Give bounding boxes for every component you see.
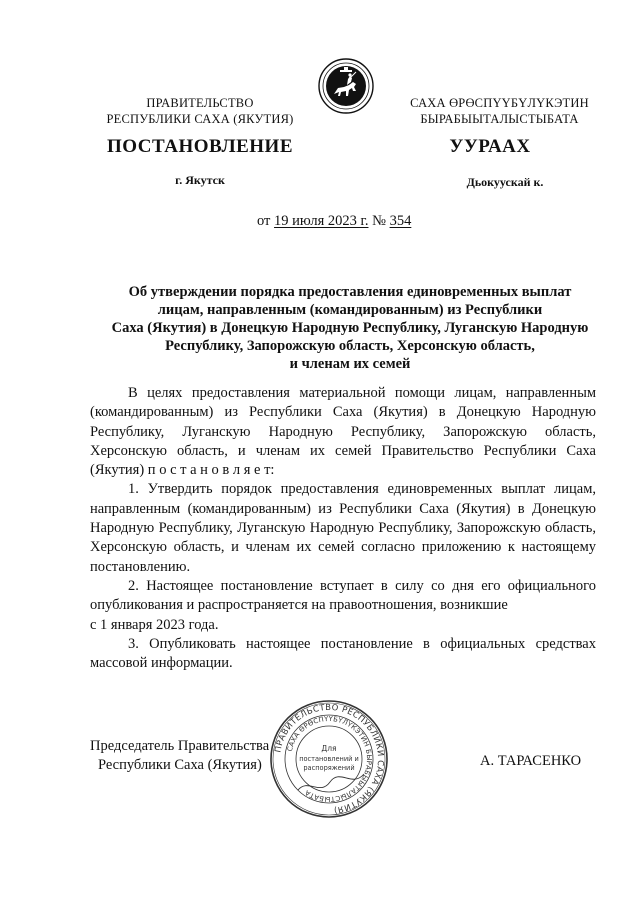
signature-position-line1: Председатель Правительства	[90, 738, 270, 754]
item-2-paragraph: 2. Настоящее постановление вступает в силу со дня его официального опубликования и распространяется на правоотношения, возникшие	[90, 577, 596, 614]
title-line5: и членам их семей	[289, 356, 411, 372]
header-left-line2: РЕСПУБЛИКИ САХА (ЯКУТИЯ)	[106, 112, 294, 126]
header-right-line1: САХА ӨРӨСПҮҮБҮЛҮКЭТИН	[410, 96, 589, 110]
header-right-line2: БЫРАБЫЫТАЛЫСТЫБАТА	[420, 112, 579, 126]
doc-type-ru: ПОСТАНОВЛЕНИЕ	[106, 136, 294, 157]
title-line3: Саха (Якутия) в Донецкую Народную Республику, Луганскую Народную	[111, 320, 589, 336]
city-sakha: Дьокуускай к.	[466, 175, 544, 189]
coat-of-arms-emblem	[318, 58, 374, 114]
preamble-paragraph: В целях предоставления материальной помощи лицам, направленным (командированным) из Республики Саха (Якутия) в Донецкую Народную Республику, Луганскую Народную Республику, Запорожскую область, Херсонскую область, и членам их семей Правительство Республики Саха (Якутия) п о с т а н о в л я е т:	[90, 385, 596, 479]
item-3-paragraph: 3. Опубликовать настоящее постановление в официальных средствах массовой информации.	[90, 635, 596, 672]
seal-outer-text: ПРАВИТЕЛЬСТВО РЕСПУБЛИКИ САХА (ЯКУТИЯ)	[272, 701, 387, 816]
city-ru: г. Якутск	[175, 173, 225, 187]
seal-center-line1: Для	[321, 744, 337, 753]
signature-position-line2: Республики Саха (Якутия)	[98, 757, 262, 773]
item-1-paragraph: 1. Утвердить порядок предоставления единовременных выплат лицам, направленным (командированным) из Республики Саха (Якутия) в Донецкую Народную Республику, Луганскую Народную Республику, Запорожскую область, Херсонскую область, и членам их семей согласно приложению к настоящему постановлению.	[90, 481, 596, 575]
title-line1: Об утверждении порядка предоставления единовременных выплат	[128, 284, 572, 300]
seal-center-line3: распоряжений	[303, 764, 355, 772]
date-value: 19 июля 2023 г.	[274, 213, 369, 229]
doc-type-sakha: УУРААХ	[449, 136, 531, 157]
signature-position	[90, 737, 290, 775]
signatory-name: А. ТАРАСЕНКО	[480, 753, 582, 769]
title-line4: Республику, Запорожскую область, Херсонскую область,	[165, 338, 535, 354]
number-value: 354	[389, 213, 412, 229]
title-line2: лицам, направленным (командированным) из Республики	[157, 302, 543, 318]
document-body	[90, 384, 596, 673]
header-left	[100, 95, 300, 127]
date-line	[257, 213, 411, 230]
number-sign: №	[372, 213, 386, 229]
item-2-continuation: с 1 января 2023 года.	[90, 616, 219, 633]
seal-center-line2: постановлений и	[299, 755, 359, 763]
header-left-line1: ПРАВИТЕЛЬСТВО	[146, 96, 254, 110]
seal-inner-text: САХА ӨРӨСПҮҮБҮЛҮКЭТИН БЫРАБЫЫТАЛЫСТЫБАТА	[285, 714, 374, 804]
document-title	[90, 283, 610, 373]
official-seal-stamp	[268, 698, 390, 820]
date-prefix: от	[257, 213, 271, 229]
header-right	[392, 95, 607, 127]
